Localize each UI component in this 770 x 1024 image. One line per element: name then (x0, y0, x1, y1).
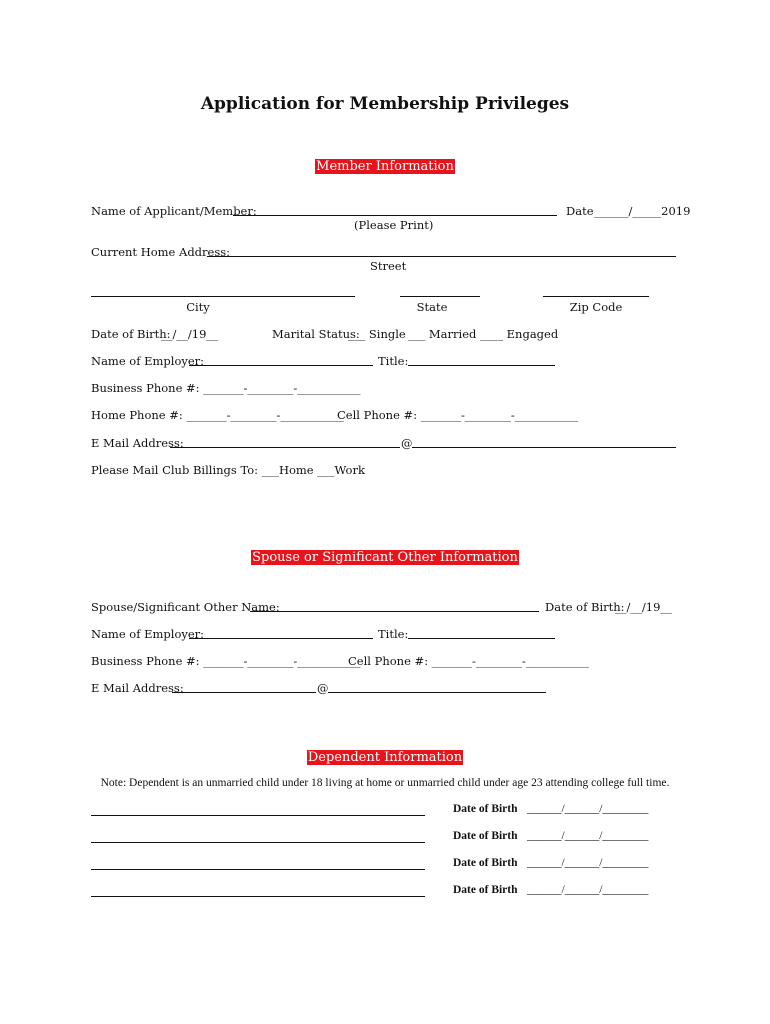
marital-engaged[interactable]: ____ Engaged (480, 327, 559, 341)
spouse-email-domain-field[interactable] (328, 692, 546, 693)
please-print-caption: (Please Print) (354, 218, 434, 232)
dob-field[interactable]: __/__/19__ (161, 327, 218, 341)
section-header-dependent: Dependent Information (307, 750, 463, 765)
title-field[interactable] (408, 365, 555, 366)
home-phone-field[interactable]: Home Phone #: _______-________-___________ (91, 408, 344, 422)
zip-caption: Zip Code (569, 300, 623, 314)
zip-field[interactable] (543, 296, 649, 297)
dependent-dob-label: Date of Birth (453, 830, 518, 842)
dependent-dob-label: Date of Birth (453, 884, 518, 896)
spouse-cell-phone-field[interactable]: Cell Phone #: _______-________-___________ (348, 654, 589, 668)
date-field[interactable]: ______/_____2019 (594, 204, 691, 218)
dependent-name-field[interactable] (91, 896, 425, 897)
street-field[interactable] (207, 256, 676, 257)
dependent-dob-label: Date of Birth (453, 803, 518, 815)
email-label: E Mail Address: (91, 436, 184, 450)
email-user-field[interactable] (170, 447, 400, 448)
title-label: Title: (378, 354, 409, 368)
marital-single[interactable]: ___ Single (348, 327, 406, 341)
marital-married[interactable]: ___ Married (408, 327, 477, 341)
mail-billing-options[interactable]: Please Mail Club Billings To: ___Home ___Work (91, 463, 365, 477)
employer-label: Name of Employer: (91, 354, 205, 368)
date-label: Date (566, 204, 594, 218)
dependent-dob-label: Date of Birth (453, 857, 518, 869)
state-caption: State (416, 300, 448, 314)
spouse-employer-field[interactable] (189, 638, 373, 639)
dependent-dob-field[interactable]: ______/______/________ (527, 803, 649, 815)
dependent-name-field[interactable] (91, 815, 425, 816)
spouse-name-field[interactable] (250, 611, 539, 612)
spouse-name-label: Spouse/Significant Other Name: (91, 600, 280, 614)
street-caption: Street (370, 259, 407, 273)
business-phone-field[interactable]: Business Phone #: _______-________-___________ (91, 381, 361, 395)
cell-phone-field[interactable]: Cell Phone #: _______-________-___________ (337, 408, 578, 422)
spouse-dob-label: Date of Birth: (545, 600, 625, 614)
spouse-dob-field[interactable]: __/__/19__ (615, 600, 672, 614)
spouse-email-label: E Mail Address: (91, 681, 184, 695)
state-field[interactable] (400, 296, 480, 297)
spouse-email-user-field[interactable] (172, 692, 316, 693)
dependent-dob-field[interactable]: ______/______/________ (527, 830, 649, 842)
section-header-spouse: Spouse or Significant Other Information (252, 550, 518, 565)
section-header-member: Member Information (316, 159, 454, 174)
dependent-name-field[interactable] (91, 842, 425, 843)
address-label: Current Home Address: (91, 245, 231, 259)
spouse-email-at: @ (317, 681, 329, 695)
spouse-title-label: Title: (378, 627, 409, 641)
dependent-note: Note: Dependent is an unmarried child under 18 living at home or unmarried child under age 23 attending college full time. (100, 777, 670, 789)
city-field[interactable] (91, 296, 355, 297)
page-title: Application for Membership Privileges (200, 94, 570, 114)
spouse-title-field[interactable] (408, 638, 555, 639)
spouse-business-phone-field[interactable]: Business Phone #: _______-________-___________ (91, 654, 361, 668)
dob-label: Date of Birth: (91, 327, 171, 341)
marital-label: Marital Status: (272, 327, 360, 341)
name-field[interactable] (233, 215, 557, 216)
city-caption: City (186, 300, 210, 314)
dependent-dob-field[interactable]: ______/______/________ (527, 884, 649, 896)
dependent-name-field[interactable] (91, 869, 425, 870)
email-domain-field[interactable] (412, 447, 676, 448)
name-label: Name of Applicant/Member: (91, 204, 257, 218)
employer-field[interactable] (189, 365, 373, 366)
spouse-employer-label: Name of Employer: (91, 627, 205, 641)
dependent-dob-field[interactable]: ______/______/________ (527, 857, 649, 869)
email-at: @ (401, 436, 413, 450)
